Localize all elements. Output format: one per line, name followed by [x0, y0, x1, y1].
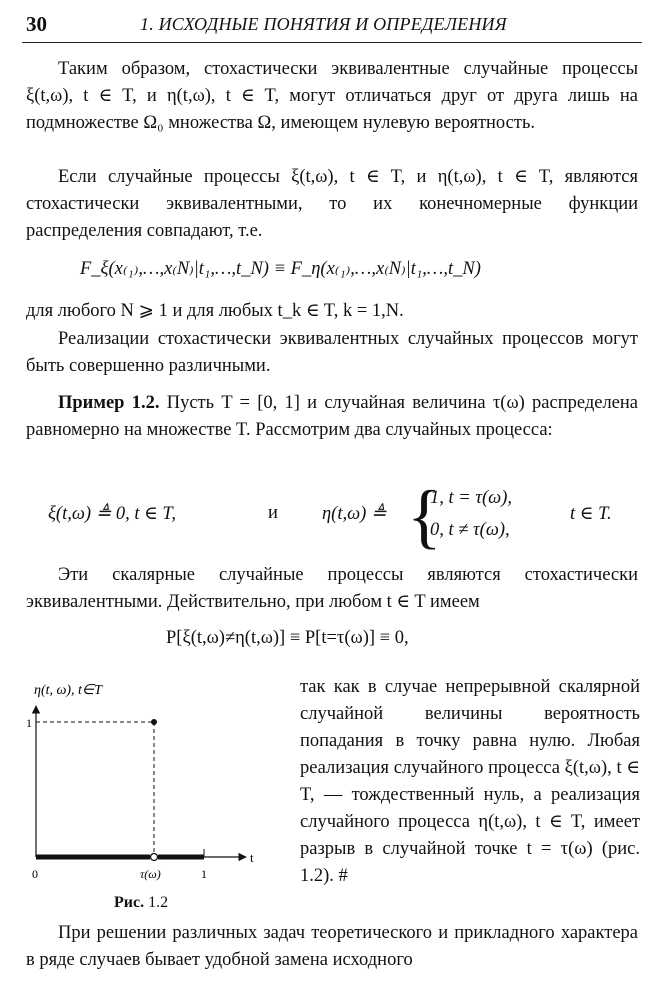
figure-realization-plot [26, 684, 286, 914]
equation-conjunction: и [268, 503, 278, 523]
paragraph-equivalence: Таким образом, стохастически эквивалентные случайные процессы ξ(t,ω), t ∈ T, и η(t,ω), t ∈ T, могут отличаться друг от друга лишь на подмножестве Ω₀ множества Ω, имеющем нулевую вероятность. [26, 59, 638, 133]
figure-caption-prefix: Рис. [114, 894, 145, 911]
equation-case-one: 1, t = τ(ω), [430, 488, 513, 508]
discontinuity-value-point [151, 719, 157, 725]
equation-case-zero: 0, t ≠ τ(ω), [430, 520, 510, 540]
equation-xi-definition: ξ(t,ω) ≜ 0, t ∈ T, [48, 504, 176, 524]
x-tick-one: 1 [201, 867, 207, 881]
discontinuity-open-point [151, 854, 158, 861]
x-axis-label: t [250, 850, 254, 865]
figure-caption-number: 1.2 [148, 894, 169, 911]
equation-probability: P[ξ(t,ω)≠η(t,ω)] ≡ P[t=τ(ω)] ≡ 0, [166, 628, 409, 648]
example-text: Пусть T = [0, 1] и случайная величина τ(ω) распределена равномерно на множестве T. Рассмотрим два случайных процесса: [26, 393, 639, 440]
page-number: 30 [26, 12, 47, 36]
realization-plot-svg [26, 684, 286, 894]
paragraph-equivalence-proof: Эти скалярные случайные процессы являются стохастически эквивалентными. Действительно, при любом t ∈ T имеем [26, 565, 638, 612]
paragraph-for-any-n: для любого N ⩾ 1 и для любых t_k ∈ T, k = 1,N. [26, 301, 404, 321]
paragraph-realizations: Реализации стохастически эквивалентных случайных процессов могут быть совершенно различными. [26, 329, 638, 376]
equation-distribution-functions: F_ξ(x₍₁₎,…,x₍N₎|t₁,…,t_N) ≡ F_η(x₍₁₎,…,x₍N₎|t₁,…,t_N) [80, 259, 481, 279]
cases-brace: { [407, 476, 442, 556]
x-tick-zero: 0 [32, 867, 38, 881]
running-head: 1. ИСХОДНЫЕ ПОНЯТИЯ И ОПРЕДЕЛЕНИЯ [140, 14, 507, 34]
figure-caption [114, 894, 168, 912]
paragraph-beside-figure: так как в случае непрерывной скалярной случайной величины вероятность попадания в точку равна нулю. Любая реализация случайного процесса ξ(t,ω), t ∈ T, — тождественный нуль, а реализация случайного процесса η(t,ω), t ∈ T, имеет разрыв в случайной точке t = τ(ω) (рис. 1.2). # [300, 677, 640, 886]
equation-eta-lhs: η(t,ω) ≜ [322, 504, 387, 524]
example-label: Пример 1.2. [58, 393, 160, 413]
page-header [22, 12, 642, 42]
y-tick-one: 1 [26, 716, 32, 730]
y-axis-label: η(t, ω), t∈T [34, 684, 102, 698]
paragraph-final: При решении различных задач теоретического и прикладного характера в ряде случаев бывает удобной замена исходного [26, 923, 638, 970]
paragraph-distribution: Если случайные процессы ξ(t,ω), t ∈ T, и η(t,ω), t ∈ T, являются стохастически эквивалентными, то их конечномерные функции распределения совпадают, т.е. [26, 167, 638, 241]
header-rule [22, 42, 642, 43]
example-paragraph [26, 390, 638, 444]
x-tick-tau: τ(ω) [140, 867, 161, 881]
equation-domain: t ∈ T. [570, 504, 612, 524]
